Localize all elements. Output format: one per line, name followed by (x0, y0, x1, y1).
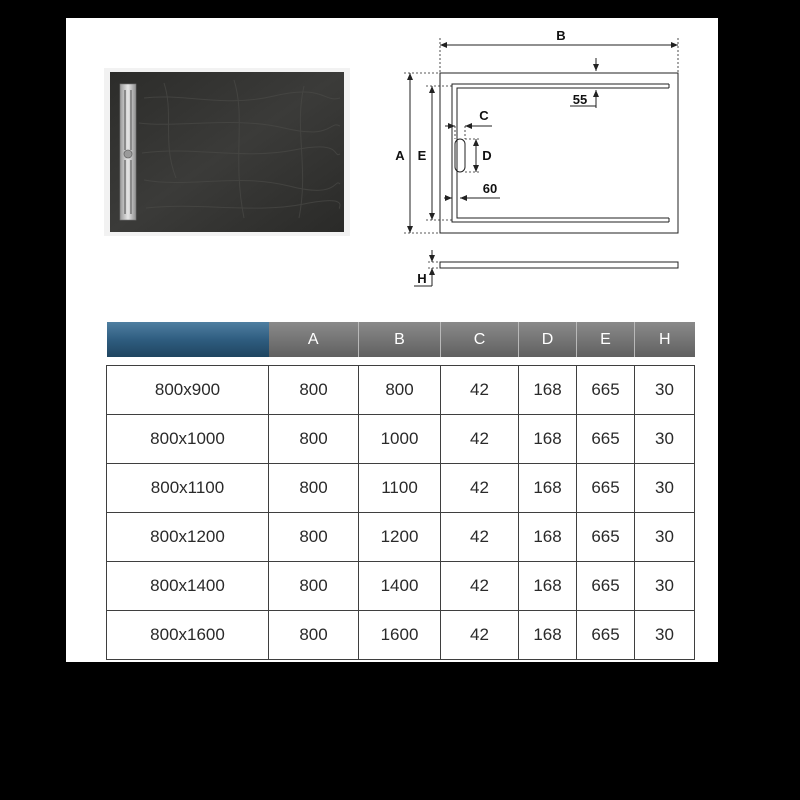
dimension-drawing (380, 22, 710, 302)
dim-label-d: D (482, 148, 492, 163)
cell-d: 168 (519, 415, 577, 464)
cell-a: 800 (269, 611, 359, 660)
cell-c: 42 (441, 611, 519, 660)
drain-outlet-icon (124, 150, 132, 158)
cell-e: 665 (577, 366, 635, 415)
table-header-h: H (635, 322, 695, 357)
cell-d: 168 (519, 366, 577, 415)
cell-e: 665 (577, 611, 635, 660)
cell-h: 30 (635, 513, 695, 562)
cell-h: 30 (635, 366, 695, 415)
table-row (107, 513, 695, 562)
frame-right-inner-bar (718, 18, 732, 662)
cell-model: 800x1200 (107, 513, 269, 562)
cell-d: 168 (519, 562, 577, 611)
cell-model: 800x900 (107, 366, 269, 415)
table-header-d: D (519, 322, 577, 357)
cell-e: 665 (577, 513, 635, 562)
table-row (107, 464, 695, 513)
cell-model: 800x1100 (107, 464, 269, 513)
frame-right-bar (732, 0, 800, 800)
cell-a: 800 (269, 366, 359, 415)
frame-bottom-bar (66, 662, 732, 800)
table-header-e: E (577, 322, 635, 357)
cell-a: 800 (269, 464, 359, 513)
cell-b: 800 (359, 366, 441, 415)
shower-tray-illustration (104, 68, 350, 236)
dim-label-h: H (417, 271, 427, 286)
cell-b: 1400 (359, 562, 441, 611)
dim-label-55: 55 (572, 92, 588, 107)
cell-b: 1100 (359, 464, 441, 513)
cell-c: 42 (441, 513, 519, 562)
table-row (107, 366, 695, 415)
dim-label-a: A (395, 148, 405, 163)
cell-e: 665 (577, 464, 635, 513)
cell-b: 1600 (359, 611, 441, 660)
dim-label-60: 60 (482, 181, 498, 196)
tray-side-section (440, 262, 678, 268)
cell-model: 800x1600 (107, 611, 269, 660)
table-row (107, 415, 695, 464)
cell-d: 168 (519, 513, 577, 562)
frame-top-bar (66, 0, 732, 18)
cell-c: 42 (441, 464, 519, 513)
dim-label-e: E (417, 148, 427, 163)
table-header-a: A (269, 322, 359, 357)
shower-tray-photo (104, 68, 350, 236)
cell-a: 800 (269, 513, 359, 562)
table-header-row (107, 322, 695, 357)
cell-h: 30 (635, 562, 695, 611)
dim-label-c: C (479, 108, 489, 123)
cell-h: 30 (635, 611, 695, 660)
cell-a: 800 (269, 415, 359, 464)
table-row (107, 611, 695, 660)
dimensions-table (106, 322, 695, 660)
cell-d: 168 (519, 464, 577, 513)
cell-h: 30 (635, 464, 695, 513)
cell-c: 42 (441, 415, 519, 464)
cell-model: 800x1400 (107, 562, 269, 611)
cell-h: 30 (635, 415, 695, 464)
cell-b: 1000 (359, 415, 441, 464)
table-header-c: C (441, 322, 519, 357)
table-row (107, 562, 695, 611)
cell-c: 42 (441, 562, 519, 611)
cell-e: 665 (577, 415, 635, 464)
tray-plan-and-section (380, 22, 710, 302)
cell-c: 42 (441, 366, 519, 415)
frame-left-bar (0, 0, 66, 800)
table-header-b: B (359, 322, 441, 357)
cell-d: 168 (519, 611, 577, 660)
cell-model: 800x1000 (107, 415, 269, 464)
cell-e: 665 (577, 562, 635, 611)
cell-b: 1200 (359, 513, 441, 562)
table-spacer-row (107, 357, 695, 366)
cell-a: 800 (269, 562, 359, 611)
table-header-corner (107, 322, 269, 357)
dim-label-b: B (556, 28, 566, 43)
